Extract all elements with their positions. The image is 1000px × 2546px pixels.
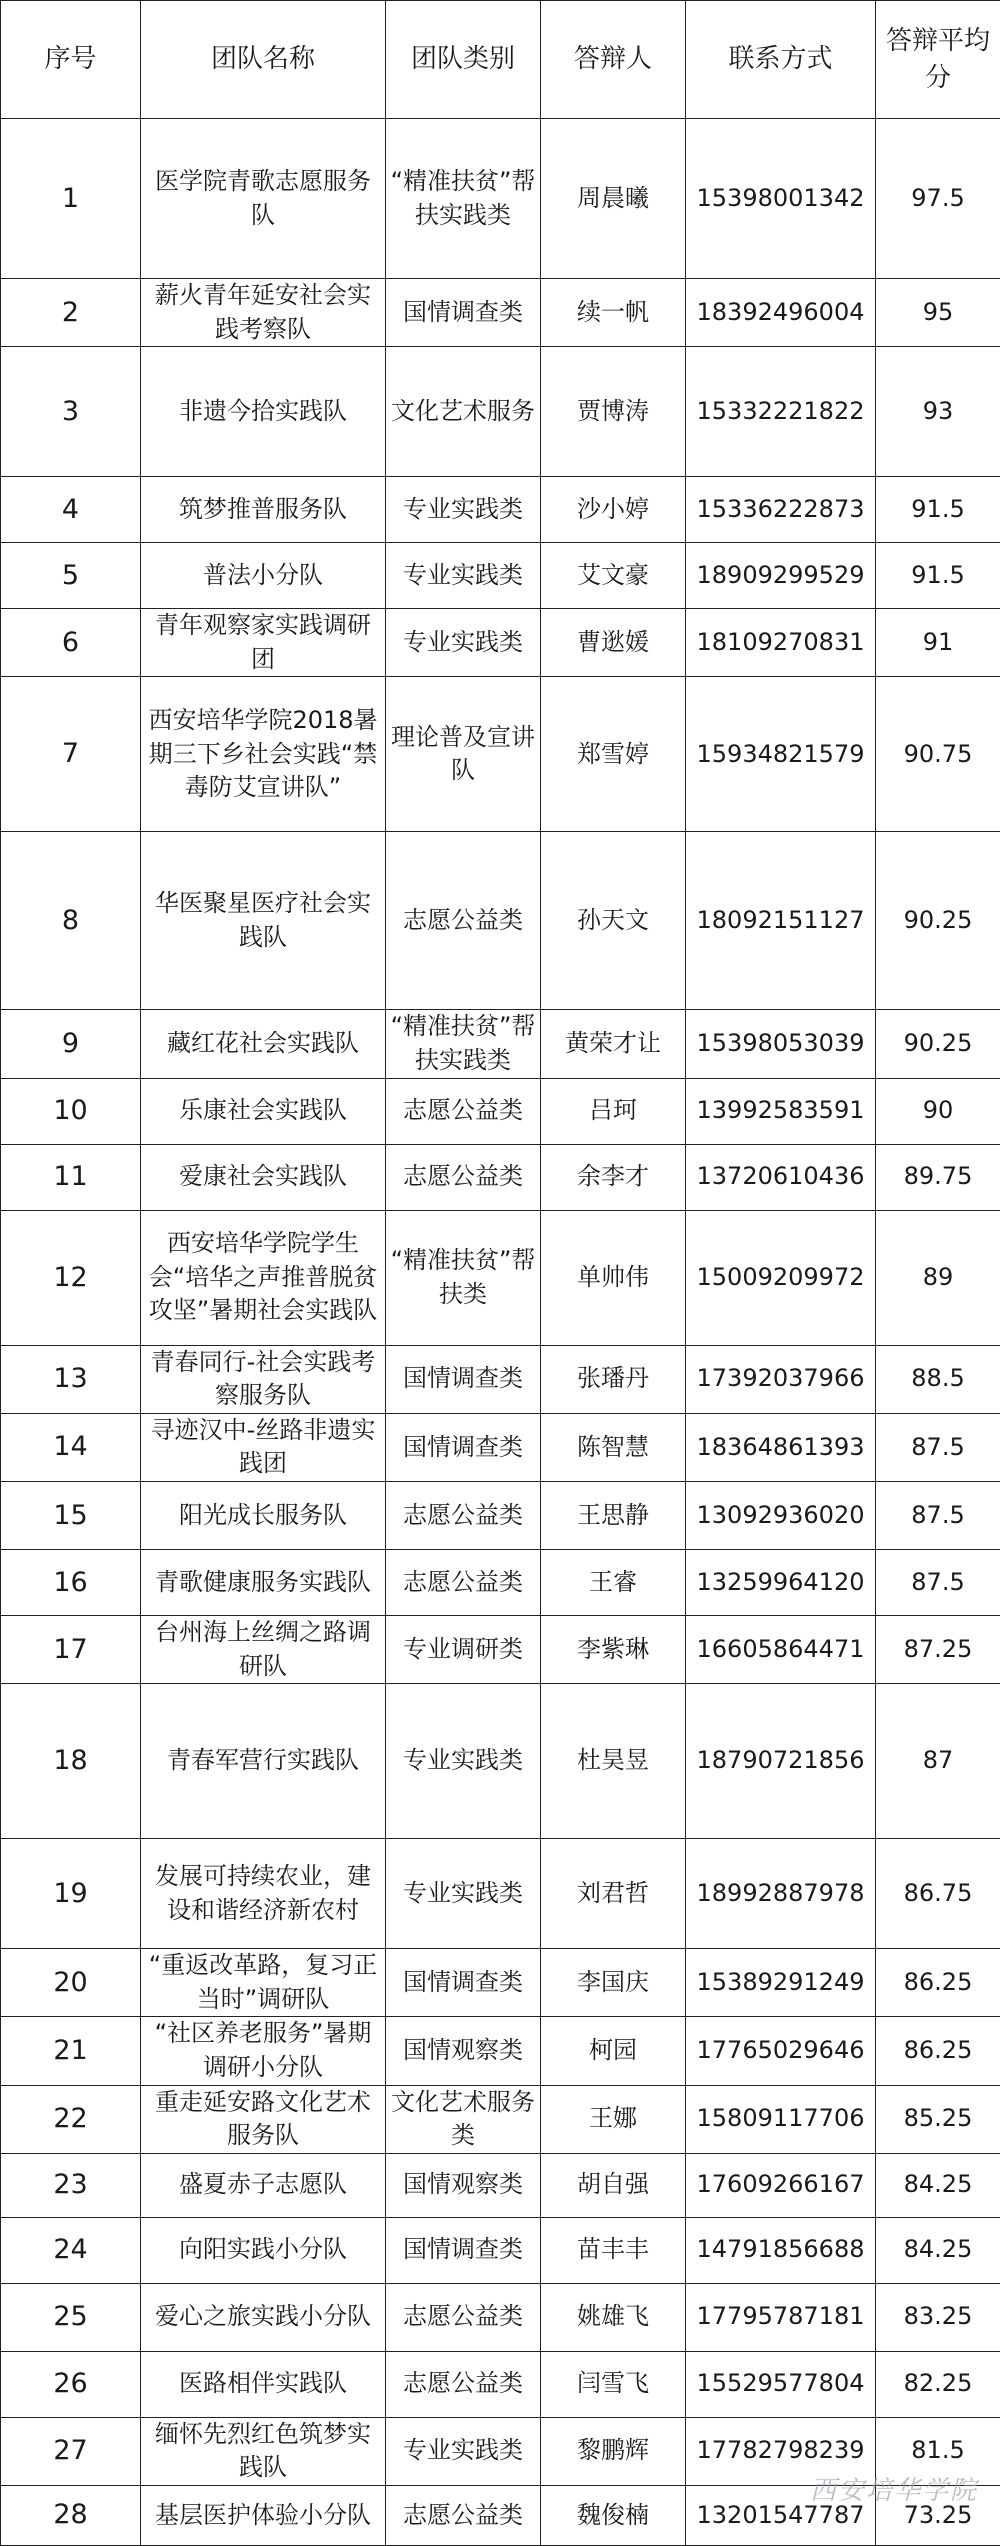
cell-team-category: 志愿公益类 <box>386 2485 541 2545</box>
cell-defender: 魏俊楠 <box>541 2485 686 2545</box>
cell-no: 26 <box>1 2351 141 2417</box>
cell-no: 27 <box>1 2417 141 2485</box>
cell-team-name: 青年观察家实践调研团 <box>141 609 386 677</box>
cell-no: 5 <box>1 543 141 609</box>
cell-no: 23 <box>1 2153 141 2217</box>
cell-team-name: “重返改革路，复习正当时”调研队 <box>141 1949 386 2017</box>
cell-contact: 13992583591 <box>686 1078 876 1144</box>
cell-team-category: 志愿公益类 <box>386 832 541 1010</box>
cell-defender: 李紫琳 <box>541 1615 686 1683</box>
table-row <box>1 2283 1000 2351</box>
cell-defender: 姚雄飞 <box>541 2283 686 2351</box>
cell-team-category: 志愿公益类 <box>386 1549 541 1615</box>
cell-team-name: 重走延安路文化艺术服务队 <box>141 2085 386 2153</box>
cell-defender: 艾文豪 <box>541 543 686 609</box>
cell-defender: 曹逖媛 <box>541 609 686 677</box>
cell-average-score: 81.5 <box>876 2417 1000 2485</box>
cell-no: 22 <box>1 2085 141 2153</box>
cell-contact: 13201547787 <box>686 2485 876 2545</box>
cell-team-category: 国情调查类 <box>386 2217 541 2283</box>
cell-team-name: 寻迹汉中-丝路非遗实践团 <box>141 1413 386 1481</box>
cell-contact: 18909299529 <box>686 543 876 609</box>
cell-team-category: 志愿公益类 <box>386 2351 541 2417</box>
cell-defender: 闫雪飞 <box>541 2351 686 2417</box>
cell-no: 21 <box>1 2017 141 2085</box>
cell-no: 11 <box>1 1144 141 1210</box>
cell-no: 1 <box>1 119 141 279</box>
cell-average-score: 91 <box>876 609 1000 677</box>
cell-team-name: 医学院青歌志愿服务队 <box>141 119 386 279</box>
cell-average-score: 82.25 <box>876 2351 1000 2417</box>
cell-contact: 15332221822 <box>686 347 876 477</box>
cell-team-category: 文化艺术服务 <box>386 347 541 477</box>
table-row <box>1 609 1000 677</box>
cell-contact: 15398001342 <box>686 119 876 279</box>
cell-contact: 13720610436 <box>686 1144 876 1210</box>
cell-team-category: 志愿公益类 <box>386 2283 541 2351</box>
header-row <box>1 1 1000 119</box>
cell-defender: 苗丰丰 <box>541 2217 686 2283</box>
cell-no: 28 <box>1 2485 141 2545</box>
cell-average-score: 88.5 <box>876 1345 1000 1413</box>
cell-contact: 17782798239 <box>686 2417 876 2485</box>
cell-contact: 17765029646 <box>686 2017 876 2085</box>
cell-team-name: 华医聚星医疗社会实践队 <box>141 832 386 1010</box>
table-body <box>1 119 1000 2546</box>
cell-defender: 贾博涛 <box>541 347 686 477</box>
cell-team-name: 普法小分队 <box>141 543 386 609</box>
cell-contact: 15389291249 <box>686 1949 876 2017</box>
cell-average-score: 90 <box>876 1078 1000 1144</box>
table-row <box>1 543 1000 609</box>
cell-no: 12 <box>1 1210 141 1345</box>
cell-defender: 孙天文 <box>541 832 686 1010</box>
table-row <box>1 1839 1000 1949</box>
cell-average-score: 95 <box>876 279 1000 347</box>
cell-no: 3 <box>1 347 141 477</box>
cell-defender: 杜昊昱 <box>541 1684 686 1839</box>
cell-team-category: 专业实践类 <box>386 1684 541 1839</box>
cell-average-score: 90.25 <box>876 1010 1000 1078</box>
cell-average-score: 91.5 <box>876 477 1000 543</box>
cell-team-category: 专业实践类 <box>386 1839 541 1949</box>
table-row <box>1 1481 1000 1549</box>
cell-defender: 李国庆 <box>541 1949 686 2017</box>
cell-no: 17 <box>1 1615 141 1683</box>
cell-no: 16 <box>1 1549 141 1615</box>
cell-average-score: 90.75 <box>876 677 1000 832</box>
table-row <box>1 1345 1000 1413</box>
cell-team-name: 青春军营行实践队 <box>141 1684 386 1839</box>
cell-defender: 刘君哲 <box>541 1839 686 1949</box>
cell-contact: 17795787181 <box>686 2283 876 2351</box>
cell-no: 25 <box>1 2283 141 2351</box>
cell-team-category: “精准扶贫”帮扶实践类 <box>386 1010 541 1078</box>
cell-defender: 黄荣才让 <box>541 1010 686 1078</box>
cell-average-score: 87.5 <box>876 1481 1000 1549</box>
cell-contact: 18109270831 <box>686 609 876 677</box>
cell-team-name: 基层医护体验小分队 <box>141 2485 386 2545</box>
cell-contact: 15529577804 <box>686 2351 876 2417</box>
header-no: 序号 <box>1 1 141 119</box>
cell-team-category: 专业调研类 <box>386 1615 541 1683</box>
cell-average-score: 86.75 <box>876 1839 1000 1949</box>
cell-team-name: 西安培华学院学生会“培华之声推普脱贫攻坚”暑期社会实践队 <box>141 1210 386 1345</box>
cell-defender: 胡自强 <box>541 2153 686 2217</box>
table-row <box>1 2351 1000 2417</box>
cell-no: 9 <box>1 1010 141 1078</box>
cell-defender: 陈智慧 <box>541 1413 686 1481</box>
cell-contact: 15336222873 <box>686 477 876 543</box>
cell-contact: 17392037966 <box>686 1345 876 1413</box>
cell-average-score: 90.25 <box>876 832 1000 1010</box>
table-row <box>1 677 1000 832</box>
cell-team-name: 向阳实践小分队 <box>141 2217 386 2283</box>
cell-no: 20 <box>1 1949 141 2017</box>
cell-team-category: 专业实践类 <box>386 477 541 543</box>
table-row <box>1 2217 1000 2283</box>
cell-team-name: 台州海上丝绸之路调研队 <box>141 1615 386 1683</box>
cell-team-name: 藏红花社会实践队 <box>141 1010 386 1078</box>
table-row <box>1 1144 1000 1210</box>
cell-average-score: 84.25 <box>876 2153 1000 2217</box>
cell-no: 4 <box>1 477 141 543</box>
cell-team-name: 薪火青年延安社会实践考察队 <box>141 279 386 347</box>
cell-team-category: 国情观察类 <box>386 2153 541 2217</box>
cell-contact: 14791856688 <box>686 2217 876 2283</box>
cell-average-score: 87.25 <box>876 1615 1000 1683</box>
cell-team-name: 非遗今拾实践队 <box>141 347 386 477</box>
cell-team-category: 国情调查类 <box>386 1413 541 1481</box>
cell-team-category: 国情调查类 <box>386 279 541 347</box>
cell-no: 18 <box>1 1684 141 1839</box>
cell-defender: 郑雪婷 <box>541 677 686 832</box>
cell-contact: 16605864471 <box>686 1615 876 1683</box>
cell-team-name: 医路相伴实践队 <box>141 2351 386 2417</box>
cell-contact: 18790721856 <box>686 1684 876 1839</box>
cell-team-category: “精准扶贫”帮扶实践类 <box>386 119 541 279</box>
cell-team-category: 志愿公益类 <box>386 1078 541 1144</box>
cell-defender: 单帅伟 <box>541 1210 686 1345</box>
cell-no: 13 <box>1 1345 141 1413</box>
cell-contact: 15009209972 <box>686 1210 876 1345</box>
table-row <box>1 2017 1000 2085</box>
cell-team-category: 文化艺术服务类 <box>386 2085 541 2153</box>
cell-defender: 张璠丹 <box>541 1345 686 1413</box>
cell-team-category: 志愿公益类 <box>386 1481 541 1549</box>
cell-defender: 续一帆 <box>541 279 686 347</box>
table-row <box>1 1615 1000 1683</box>
cell-defender: 王娜 <box>541 2085 686 2153</box>
table-row <box>1 1549 1000 1615</box>
cell-no: 7 <box>1 677 141 832</box>
cell-team-category: 理论普及宣讲队 <box>386 677 541 832</box>
table-row <box>1 2085 1000 2153</box>
cell-contact: 17609266167 <box>686 2153 876 2217</box>
cell-contact: 18092151127 <box>686 832 876 1010</box>
cell-defender: 王睿 <box>541 1549 686 1615</box>
header-defender: 答辩人 <box>541 1 686 119</box>
table-row <box>1 1684 1000 1839</box>
header-contact: 联系方式 <box>686 1 876 119</box>
cell-team-name: 爱心之旅实践小分队 <box>141 2283 386 2351</box>
cell-team-name: 西安培华学院2018暑期三下乡社会实践“禁毒防艾宣讲队” <box>141 677 386 832</box>
cell-team-name: 阳光成长服务队 <box>141 1481 386 1549</box>
cell-average-score: 85.25 <box>876 2085 1000 2153</box>
cell-average-score: 89.75 <box>876 1144 1000 1210</box>
cell-average-score: 73.25 <box>876 2485 1000 2545</box>
watermark: 西安培华学院 <box>810 2470 978 2507</box>
cell-defender: 周晨曦 <box>541 119 686 279</box>
table-row <box>1 119 1000 279</box>
cell-defender: 黎鹏辉 <box>541 2417 686 2485</box>
cell-contact: 15934821579 <box>686 677 876 832</box>
cell-contact: 18364861393 <box>686 1413 876 1481</box>
cell-team-name: 青春同行-社会实践考察服务队 <box>141 1345 386 1413</box>
header-average-score: 答辩平均分 <box>876 1 1000 119</box>
cell-team-name: 青歌健康服务实践队 <box>141 1549 386 1615</box>
table-row <box>1 347 1000 477</box>
table-row <box>1 279 1000 347</box>
table-row <box>1 1010 1000 1078</box>
table-row <box>1 832 1000 1010</box>
cell-team-name: 爱康社会实践队 <box>141 1144 386 1210</box>
table-row <box>1 1413 1000 1481</box>
cell-average-score: 84.25 <box>876 2217 1000 2283</box>
table-row <box>1 2153 1000 2217</box>
table-row <box>1 1078 1000 1144</box>
table-row <box>1 1949 1000 2017</box>
cell-average-score: 86.25 <box>876 2017 1000 2085</box>
cell-defender: 沙小婷 <box>541 477 686 543</box>
cell-average-score: 97.5 <box>876 119 1000 279</box>
cell-no: 15 <box>1 1481 141 1549</box>
cell-team-category: 专业实践类 <box>386 2417 541 2485</box>
cell-team-category: 国情观察类 <box>386 2017 541 2085</box>
cell-contact: 18392496004 <box>686 279 876 347</box>
cell-average-score: 91.5 <box>876 543 1000 609</box>
cell-team-category: 国情调查类 <box>386 1345 541 1413</box>
cell-team-category: 志愿公益类 <box>386 1144 541 1210</box>
cell-average-score: 89 <box>876 1210 1000 1345</box>
cell-average-score: 86.25 <box>876 1949 1000 2017</box>
cell-contact: 15398053039 <box>686 1010 876 1078</box>
cell-average-score: 87 <box>876 1684 1000 1839</box>
cell-defender: 王思静 <box>541 1481 686 1549</box>
cell-team-name: 盛夏赤子志愿队 <box>141 2153 386 2217</box>
table-row <box>1 1210 1000 1345</box>
cell-team-category: 专业实践类 <box>386 609 541 677</box>
cell-no: 10 <box>1 1078 141 1144</box>
cell-team-category: “精准扶贫”帮扶类 <box>386 1210 541 1345</box>
cell-average-score: 87.5 <box>876 1549 1000 1615</box>
cell-defender: 余李才 <box>541 1144 686 1210</box>
cell-no: 6 <box>1 609 141 677</box>
cell-contact: 15809117706 <box>686 2085 876 2153</box>
cell-team-name: “社区养老服务”暑期调研小分队 <box>141 2017 386 2085</box>
cell-no: 8 <box>1 832 141 1010</box>
cell-no: 14 <box>1 1413 141 1481</box>
table-row <box>1 477 1000 543</box>
cell-team-category: 国情调查类 <box>386 1949 541 2017</box>
cell-contact: 13092936020 <box>686 1481 876 1549</box>
cell-team-name: 乐康社会实践队 <box>141 1078 386 1144</box>
cell-team-category: 专业实践类 <box>386 543 541 609</box>
header-team-name: 团队名称 <box>141 1 386 119</box>
header-team-category: 团队类别 <box>386 1 541 119</box>
cell-defender: 柯园 <box>541 2017 686 2085</box>
cell-no: 19 <box>1 1839 141 1949</box>
cell-team-name: 发展可持续农业，建设和谐经济新农村 <box>141 1839 386 1949</box>
cell-no: 2 <box>1 279 141 347</box>
cell-contact: 13259964120 <box>686 1549 876 1615</box>
cell-team-name: 筑梦推普服务队 <box>141 477 386 543</box>
cell-average-score: 93 <box>876 347 1000 477</box>
cell-average-score: 83.25 <box>876 2283 1000 2351</box>
cell-team-name: 缅怀先烈红色筑梦实践队 <box>141 2417 386 2485</box>
cell-no: 24 <box>1 2217 141 2283</box>
cell-contact: 18992887978 <box>686 1839 876 1949</box>
cell-average-score: 87.5 <box>876 1413 1000 1481</box>
cell-defender: 吕珂 <box>541 1078 686 1144</box>
